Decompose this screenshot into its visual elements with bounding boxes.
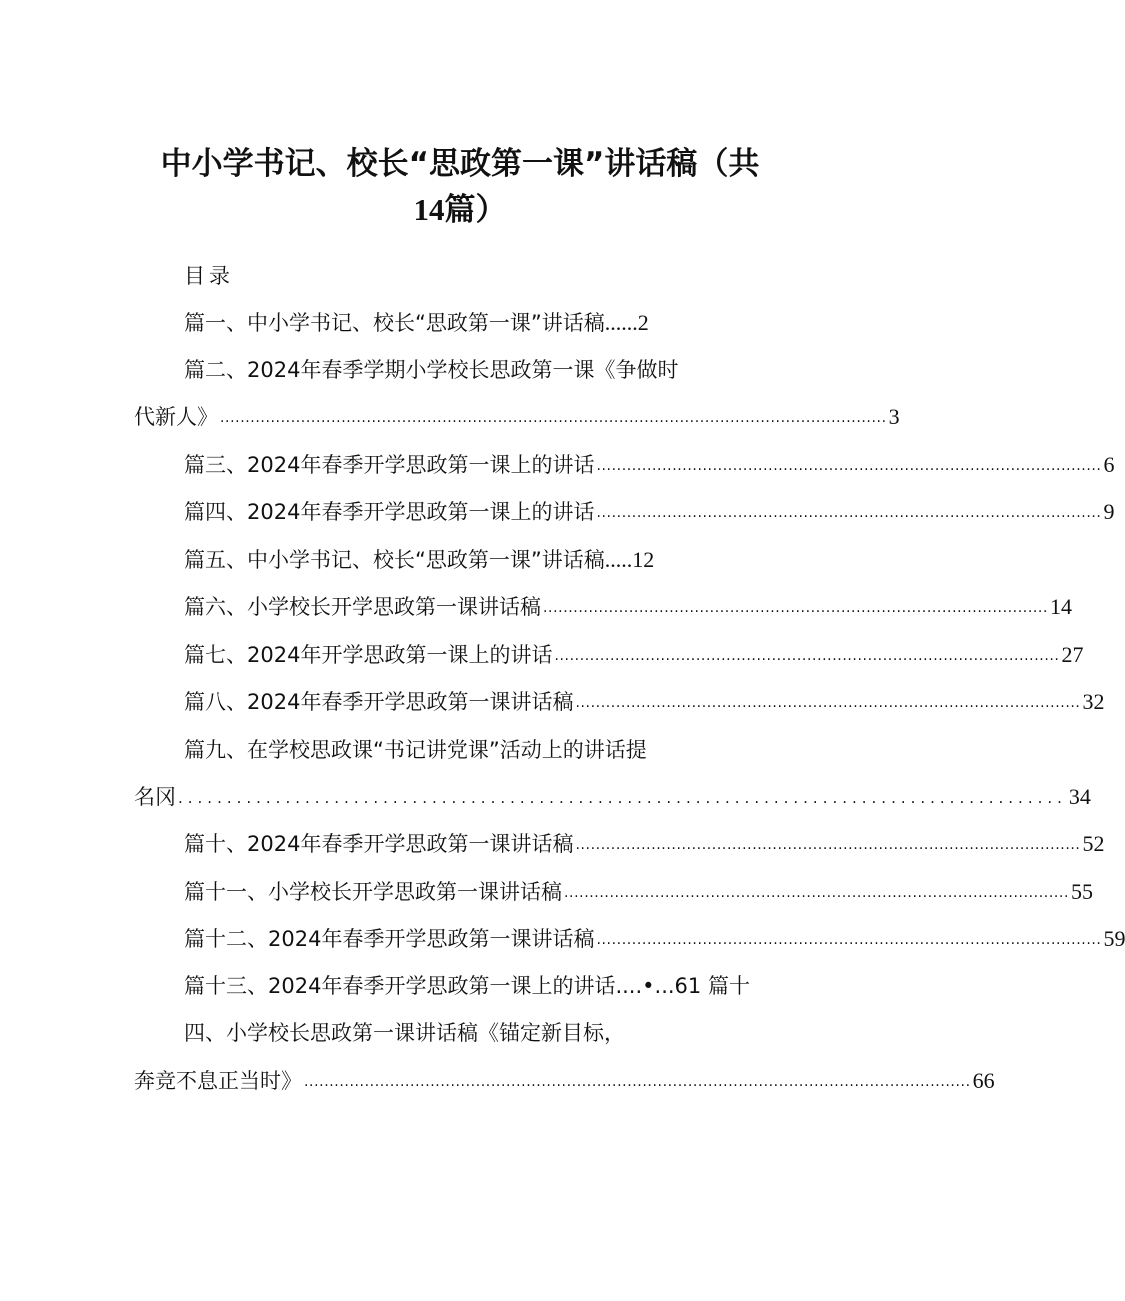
toc-dot-leader: .................................................................................................................................... [220,410,887,426]
toc-entry-text: 奔竞不息正当时》 [134,1069,302,1093]
toc-dot-leader: .................................................................................................... [554,648,1060,664]
toc-entry-6[interactable] [184,592,1073,622]
toc-entry-2[interactable] [134,402,900,432]
doc-title-suffix: 篇） [444,192,507,228]
toc-entry-3[interactable] [184,450,1115,480]
toc-entry-10[interactable] [184,829,1105,859]
toc-dot-leader: .................................................................................................... [564,885,1070,901]
toc-entry-page: 52 [1082,831,1105,856]
toc-entry-7[interactable] [184,640,1084,670]
toc-entry-page: 27 [1061,642,1084,667]
toc-entry-text: 篇五、中小学书记、校长“思政第一课”讲话稿 [184,548,605,572]
toc-entry-4[interactable] [184,497,1115,527]
toc-entry-9-line1[interactable] [184,735,647,765]
toc-entry-text: 篇十一、小学校长开学思政第一课讲话稿 [184,880,562,904]
toc-entry-text: 代新人》 [134,405,218,429]
toc-entry-text: 篇二、2024年春季学期小学校长思政第一课《争做时 [184,358,679,382]
toc-entry-page: 2 [637,310,649,335]
toc-entry-13[interactable] [184,971,750,1001]
toc-dot-leader: .................................................................................................... [575,837,1081,853]
doc-title-text: 中小学书记、校长“思政第一课”讲话稿（共 [160,146,760,182]
toc-dot-leader: .................................................................................................................................... [304,1074,971,1090]
toc-entry-text: 篇四、2024年春季开学思政第一课上的讲话 [184,500,595,524]
toc-entry-page: 55 [1071,879,1094,904]
toc-entry-text: 名冈 [134,785,176,809]
toc-entry-text: 篇十、2024年春季开学思政第一课讲话稿 [184,832,574,856]
toc-entry-14-line1[interactable] [184,1018,625,1048]
toc-dot-leader: .................................................................................................... [596,458,1102,474]
toc-entry-leader: ...... [604,310,638,335]
toc-entry-page: 32 [1082,689,1105,714]
toc-entry-text: 篇十二、2024年春季开学思政第一课讲话稿 [184,927,595,951]
toc-entry-text: 篇六、小学校长开学思政第一课讲话稿 [184,595,541,619]
toc-dot-leader: .................................................................................................... [575,695,1081,711]
toc-entry-text: 四、小学校长思政第一课讲话稿《锚定新目标， [184,1021,625,1045]
toc-entry-9[interactable] [134,782,1091,812]
toc-heading: 目录 [184,264,234,288]
toc-entry-5[interactable] [184,545,654,575]
toc-entry-1[interactable] [184,308,649,338]
toc-entry-leader: ..... [604,547,633,572]
toc-entry-page: 14 [1050,594,1073,619]
doc-title-count: 14 [413,192,445,227]
toc-entry-page: 66 [972,1068,995,1093]
toc-entry-2-line1[interactable] [184,355,678,385]
toc-entry-page: 6 [1103,452,1115,477]
toc-dot-leader: ........................................................................................... [178,789,1067,807]
toc-entry-page: 59 [1103,926,1125,951]
toc-entry-12[interactable] [184,924,1125,954]
toc-entry-text: 篇三、2024年春季开学思政第一课上的讲话 [184,453,595,477]
toc-entry-text: 篇一、中小学书记、校长“思政第一课”讲话稿 [184,311,605,335]
toc-entry-page: 12 [632,547,655,572]
doc-title-line1 [0,144,920,184]
toc-dot-leader: .................................................................................................... [543,600,1049,616]
toc-entry-text: 篇十三、2024年春季开学思政第一课上的讲话....•...61 篇十 [184,974,750,998]
toc-entry-text: 篇七、2024年开学思政第一课上的讲话 [184,643,553,667]
toc-entry-text: 篇八、2024年春季开学思政第一课讲话稿 [184,690,574,714]
toc-entry-11[interactable] [184,877,1094,907]
toc-entry-14[interactable] [134,1066,995,1096]
toc-dot-leader: .................................................................................................... [596,932,1102,948]
toc-entry-text: 篇九、在学校思政课“书记讲党课”活动上的讲话提 [184,738,647,762]
toc-dot-leader: .................................................................................................... [596,505,1102,521]
toc-entry-page: 9 [1103,499,1115,524]
doc-title-line2 [0,190,920,230]
toc-entry-page: 3 [888,404,900,429]
toc-entry-8[interactable] [184,687,1105,717]
toc-entry-page: 34 [1068,784,1091,809]
